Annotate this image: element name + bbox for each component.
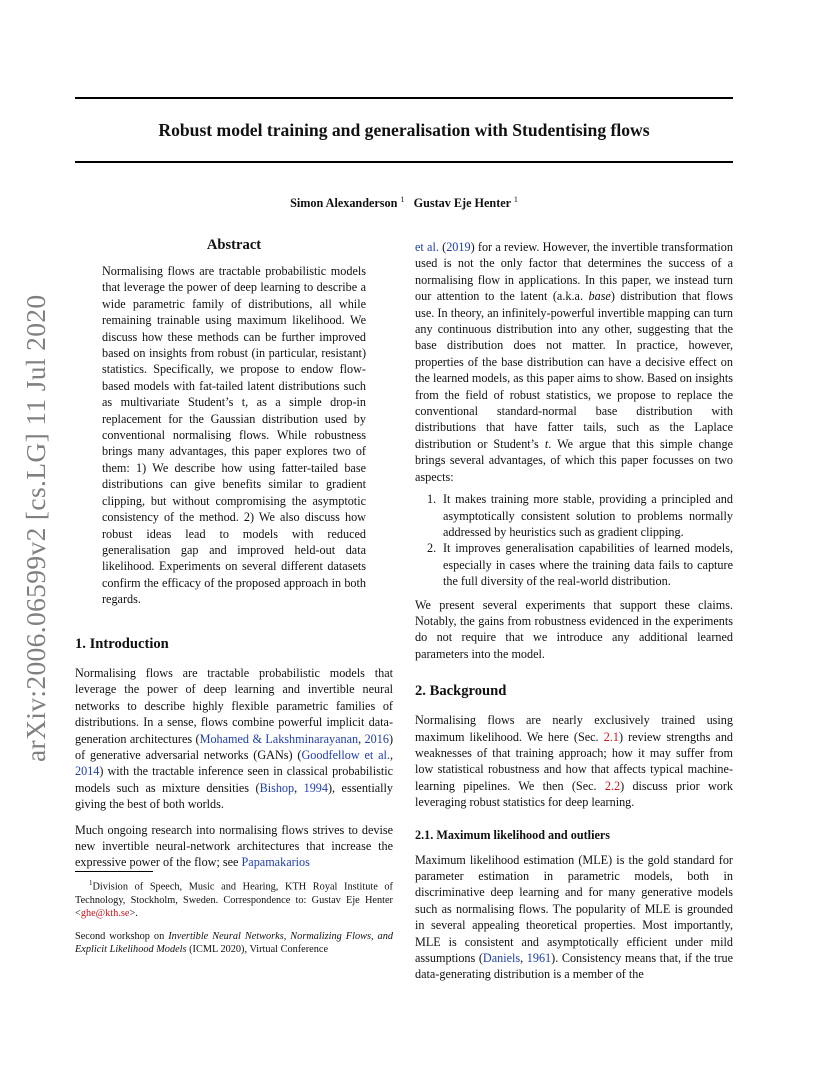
intro-paragraph: Much ongoing research into normalising flows strives to devise new invertible neural-network architectures that increase the expressive power of the flow; see Papamakarios	[75, 822, 393, 870]
abstract-body: Normalising flows are tractable probabilistic models that leverage the power of deep learning to describe a wide parametric family of distributions, all while remaining trainable using maximum likelihood. We discuss how these methods can be further improved based on insights from robust (in particular, resistant) statistics. Specifically, we propose to endow flow-based models with fat-tailed latent distributions such as multivariate Student’s t, as a simple drop-in replacement for the Gaussian distribution used by conventional normalising flows. While robustness brings many advantages, this paper explores two of them: 1) We describe how using fatter-tailed base distributions can give benefits similar to gradient clipping, but without compromising the asymptotic consistency of the method. 2) We also discuss how robust ideas lead to models with reduced generalisation gap and improved held-out data likelihood. Experiments on several different datasets confirm the efficacy of the proposed approach in both regards.	[102, 264, 366, 607]
affiliation-mark: 1	[513, 195, 518, 204]
arxiv-identifier: arXiv:2006.06599v2 [cs.LG] 11 Jul 2020	[20, 294, 51, 762]
list-item: 1. It makes training more stable, providing a principled and asymptotically consistent solution to problems normally addressed by heuristics such as gradient clipping.	[427, 492, 733, 539]
footnote-venue: Second workshop on Invertible Neural Networks, Normalizing Flows, and Explicit Likelihood Models (ICML 2020), Virtual Conference	[75, 931, 393, 956]
citation-link[interactable]: Goodfellow et al.	[301, 748, 390, 763]
author-name: Simon Alexanderson	[290, 196, 398, 211]
paper-title: Robust model training and generalisation with Studentising flows	[158, 120, 650, 140]
affiliation-mark: 1	[400, 195, 405, 204]
footnote-rule	[75, 871, 153, 872]
citation-year-link[interactable]: 2019	[446, 240, 471, 254]
author-line	[75, 192, 733, 211]
section-ref-link[interactable]: 2.2	[604, 778, 621, 793]
citation-link[interactable]: Mohamed & Lakshminarayanan	[199, 731, 359, 746]
right-column	[415, 239, 733, 983]
list-item: 2. It improves generalisation capabilities of learned models, especially in cases where the training data fails to capture the full diversity of the real-world distribution.	[427, 541, 733, 589]
section-heading-background: 2. Background	[415, 683, 507, 700]
body-paragraph: We present several experiments that support these claims. Notably, the gains from robustness evidenced in the experiments do not require that we introduce any additional learned parameters into the model.	[415, 597, 733, 661]
citation-year-link[interactable]: 1994	[303, 780, 328, 795]
abstract-block	[102, 236, 366, 608]
section-ref-link[interactable]: 2.1	[603, 729, 619, 744]
contribution-list	[415, 491, 733, 589]
top-rule	[75, 97, 733, 99]
intro-paragraph: Normalising flows are tractable probabilistic models that leverage the power of deep learning and invertible neural networks to describe highly flexible parametric families of distributions. In a sense, flows combine powerful implicit data-generation architectures (Mohamed & Lakshminarayanan, 2016) of generative adversarial networks (GANs) (Goodfellow et al., 2014) with the tractable inference seen in classical probabilistic models such as mixture densities (Bishop, 1994), essentially giving the best of both worlds.	[75, 666, 394, 812]
citation-year-link[interactable]: 2016	[364, 731, 389, 746]
title-bottom-rule	[75, 161, 733, 163]
body-paragraph: Maximum likelihood estimation (MLE) is the gold standard for parameter estimation in parametric models, both in discriminative deep learning and for many generative models such as normalising flows. The popularity of MLE is grounded in several appealing theoretical properties. Most importantly, MLE is consistent and asymptotically efficient under mild assumptions (Daniels, 1961). Consistency means that, if the true data-generating distribution is a member of the	[415, 852, 733, 982]
author-name: Gustav Eje Henter	[413, 196, 511, 211]
body-paragraph: et al. (2019) for a review. However, the invertible transformation used is not the only factor that determines the success of a normalising flow in applications. In this paper, we instead turn our attention to the latent (a.k.a. base) distribution that flows use. In theory, an infinitely-powerful invertible mapping can turn any continuous distribution into any other, suggesting that the base distribution does not matter. In practice, however, properties of the base distribution can have a decisive effect on the learned models, as this paper aims to show. Based on insights from the field of robust statistics, we propose to replace the conventional standard-normal base distribution with distributions that have fatter tails, such as the Laplace distribution or Student’s t. We argue that this simple change brings several advantages, of which this paper focusses on two aspects:	[415, 240, 733, 484]
subsection-heading: 2.1. Maximum likelihood and outliers	[415, 827, 611, 842]
footnote-affiliation: $^1$Division of Speech, Music and Hearing, KTH Royal Institute of Technology, Stockholm, Sweden. Correspondence to: Gustav Eje Henter <ghe@kth.se>.	[75, 879, 393, 920]
abstract-heading: Abstract	[206, 237, 262, 253]
section-heading-introduction: 1. Introduction	[75, 636, 169, 652]
introduction-section	[75, 635, 393, 871]
citation-link[interactable]: Bishop	[259, 780, 295, 795]
citation-year-link[interactable]: 1961	[526, 951, 552, 966]
citation-link[interactable]: Papamakarios	[241, 855, 310, 870]
citation-link[interactable]: et al.	[415, 240, 439, 254]
email-link[interactable]: ghe@kth.se	[80, 908, 130, 920]
citation-link[interactable]: Daniels	[482, 951, 521, 966]
body-paragraph: Normalising flows are nearly exclusively trained using maximum likelihood. We here (Sec. 2.1) review strengths and weaknesses of that training approach; how it may suffer from low statistical robustness and how that affects typical machine-learning pipelines. We then (Sec. 2.2) discuss prior work leveraging robust statistics for deep learning.	[415, 713, 734, 810]
citation-year-link[interactable]: 2014	[75, 764, 100, 779]
